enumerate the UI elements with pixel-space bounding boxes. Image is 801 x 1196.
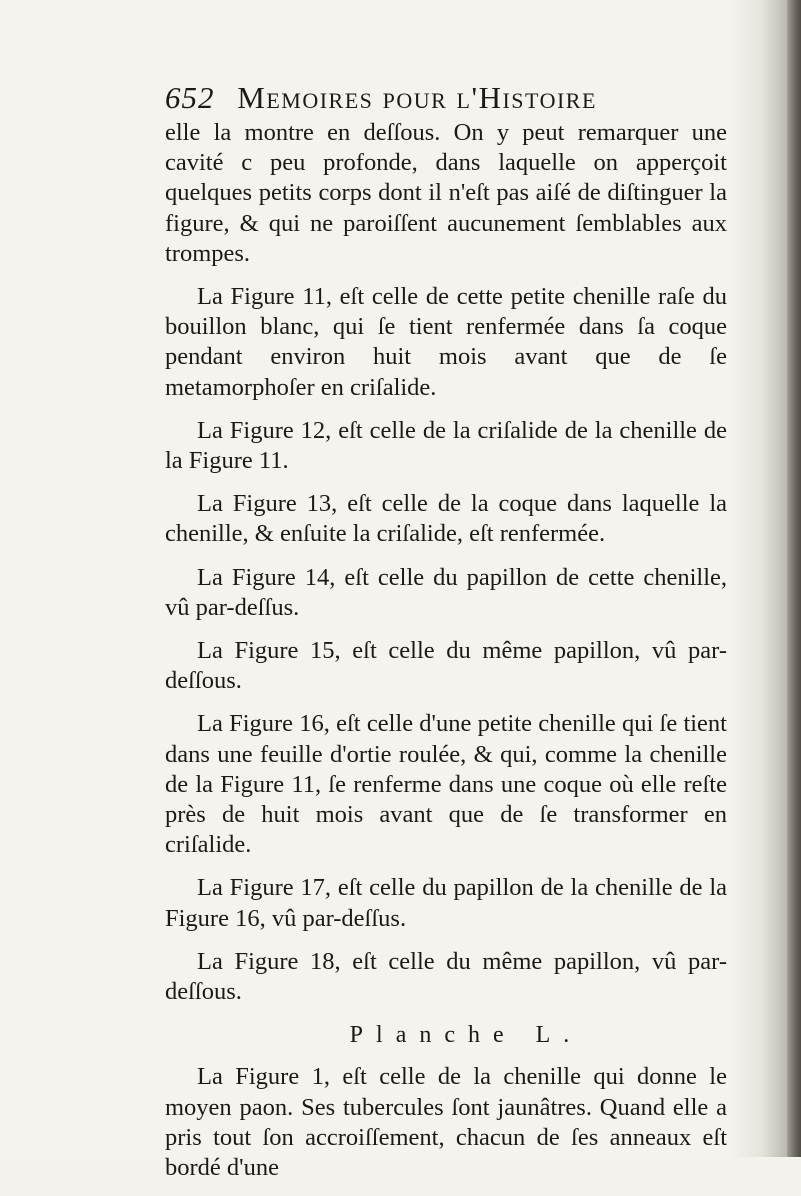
paragraph: La Figure 12, eſt celle de la criſalide de la chenille de la Figure 11. [165,416,727,475]
page-number: 652 [165,80,215,115]
paragraph: La Figure 1, eſt celle de la chenille qui donne le moyen paon. Ses tubercules ſont jaunâtres. Quand elle a pris tout ſon accroiſſement, chacun de ſes anneaux eſt bordé d'une [165,1063,727,1182]
paragraph: La Figure 14, eſt celle du papillon de cette chenille, vû par-deſſus. [165,563,727,621]
paragraph: La Figure 17, eſt celle du papillon de la chenille de la Figure 16, vû par-deſſus. [165,874,727,932]
paragraph: La Figure 15, eſt celle du même papillon, vû par-deſſous. [165,637,727,695]
paragraph: La Figure 16, eſt celle d'une petite chenille qui ſe tient dans une feuille d'ortie roulée, & qui, comme la chenille de la Figure 11, ſe renferme dans une coque où elle reſte près de huit mois avant que de ſe transformer en criſalide. [165,710,727,859]
body-text [165,118,727,1196]
page-gutter-shadow [787,0,801,1157]
paragraph: elle la montre en deſſous. On y peut remarquer une cavité c peu profonde, dans laquelle on apperçoit quelques petits corps dont il n'eſt pas aiſé de diſtinguer la figure, & qui ne paroiſſent aucunement ſemblables aux trompes. [165,119,727,267]
paragraph: La Figure 13, eſt celle de la coque dans laquelle la chenille, & enſuite la criſalide, eſt renfermée. [165,490,727,548]
paragraph: La Figure 11, eſt celle de cette petite chenille raſe du bouillon blanc, qui ſe tient renfermée dans ſa coque pendant environ huit mois avant que de ſe metamorphoſer en criſalide. [165,283,727,401]
running-title: Memoires pour l'Histoire [237,80,597,115]
page-header [165,80,725,116]
plate-heading: Planche L. [349,1022,583,1049]
paragraph: La Figure 18, eſt celle du même papillon, vû par-deſſous. [165,947,727,1006]
